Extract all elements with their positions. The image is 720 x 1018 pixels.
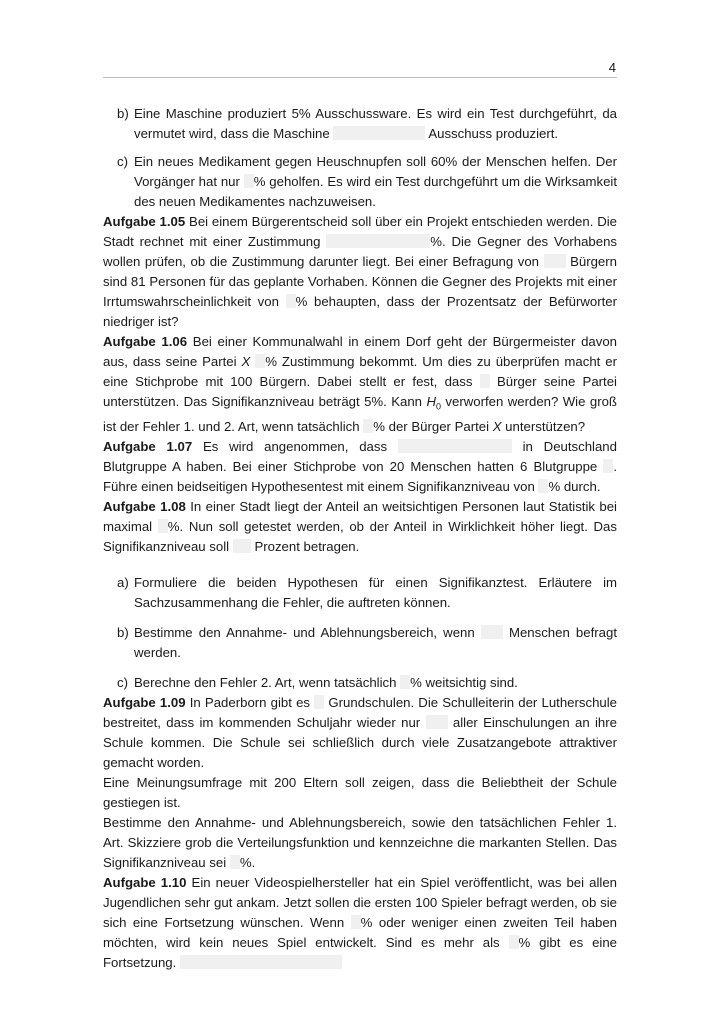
redacted-field	[538, 479, 548, 493]
aufgabe-1-10: Aufgabe 1.10 Ein neuer Videospielhersteller hat ein Spiel veröffentlicht, was bei allen Jugendlichen sehr gut ankam. Jetzt sollen die ersten 100 Spieler befragt werden, ob sie sich eine Fortsetzung wünschen. Wenn % oder weniger einen zweiten Teil haben möchten, wird kein neues Spiel entwickelt. Sind es mehr als % gibt es eine Fortsetzung.	[103, 874, 617, 970]
redacted-field	[426, 715, 448, 729]
redacted-field	[244, 174, 254, 188]
redacted-field	[230, 855, 240, 869]
subtask-label: b)	[117, 106, 129, 121]
aufgabe-1-09: Aufgabe 1.09 In Paderborn gibt es Grundschulen. Die Schulleiterin der Lutherschule bestreitet, dass im kommenden Schuljahr wieder nur aller Einschulungen an ihre Schule kommen. Die Schule sei schließlich durch viele Zusatzangebote attraktiver gemacht worden.	[103, 694, 617, 770]
aufgabe-1-05: Aufgabe 1.05 Bei einem Bürgerentscheid soll über ein Projekt entschieden werden. Die Stadt rechnet mit einer Zustimmung %. Die Gegner des Vorhabens wollen prüfen, ob die Zustimmung darunter liegt. Bei einer Befragung von Bürgern sind 81 Personen für das geplante Vorhaben. Können die Gegner des Projekts mit einer Irrtumswahrscheinlichkeit von % behaupten, dass der Prozentsatz der Befürworter niedriger ist?	[103, 214, 617, 329]
subtask-label: a)	[117, 574, 129, 590]
redacted-field	[326, 234, 430, 248]
redacted-field	[544, 254, 566, 268]
redacted-field	[603, 459, 613, 473]
redacted-field	[509, 935, 519, 949]
redacted-field	[233, 539, 251, 553]
aufgabe-1-09-paragraph-3: Bestimme den Annahme- und Ablehnungsbereich, sowie den tatsächlichen Fehler 1. Art. Skizziere grob die Verteilungsfunktion und kennzeichne die markanten Stellen. Das Signifikanzniveau sei %.	[103, 814, 617, 870]
redacted-field	[398, 439, 512, 453]
task-label: Aufgabe 1.09	[103, 694, 186, 710]
task-label: Aufgabe 1.07	[103, 438, 193, 454]
redacted-field	[351, 915, 361, 929]
redacted-field	[180, 955, 342, 969]
redacted-field	[400, 675, 410, 689]
subtask-a: a) Formuliere die beiden Hypothesen für einen Signifikanztest. Erläutere im Sachzusammenhang die Fehler, die auftreten können.	[117, 574, 617, 610]
redacted-field	[481, 625, 503, 639]
task-label: Aufgabe 1.06	[103, 334, 188, 349]
redacted-field	[314, 695, 324, 709]
redacted-field	[158, 519, 168, 533]
subtask-label: c)	[117, 674, 128, 690]
subtask-b: b) Eine Maschine produziert 5% Ausschussware. Es wird ein Test durchgeführt, da vermutet wird, dass die Maschine Ausschuss produziert.	[117, 106, 617, 141]
subtask-label: b)	[117, 624, 129, 640]
redacted-field	[480, 374, 490, 388]
redacted-field	[286, 294, 296, 308]
task-label: Aufgabe 1.10	[103, 874, 187, 890]
subtask-label: c)	[117, 154, 128, 169]
redacted-field	[255, 354, 265, 368]
page-number: 4	[608, 60, 616, 75]
header-rule	[103, 77, 617, 78]
document-body	[103, 104, 617, 973]
task-label: Aufgabe 1.05	[103, 214, 186, 229]
aufgabe-1-08: Aufgabe 1.08 In einer Stadt liegt der Anteil an weitsichtigen Personen laut Statistik bei maximal %. Nun soll getestet werden, ob der Anteil in Wirklichkeit höher liegt. Das Signifikanzniveau soll Prozent betragen.	[103, 498, 617, 554]
aufgabe-1-06: Aufgabe 1.06 Bei einer Kommunalwahl in einem Dorf geht der Bürgermeister davon aus, dass seine Partei X % Zustimmung bekommt. Um dies zu überprüfen macht er eine Stichprobe mit 100 Bürgern. Dabei stellt er fest, dass Bürger seine Partei unterstützen. Das Signifikanzniveau beträgt 5%. Kann $H_0$ verworfen werden? Wie groß ist der Fehler 1. und 2. Art, wenn tatsächlich % der Bürger Partei X unterstützen?	[103, 334, 617, 434]
redacted-field	[363, 419, 373, 433]
aufgabe-1-07: Aufgabe 1.07 Es wird angenommen, dass in Deutschland Blutgruppe A haben. Bei einer Stichprobe von 20 Menschen hatten 6 Blutgruppe . Führe einen beidseitigen Hypothesentest mit einem Signifikanzniveau von % durch.	[103, 438, 617, 494]
aufgabe-1-09-paragraph-2: Eine Meinungsumfrage mit 200 Eltern soll zeigen, dass die Beliebtheit der Schule gestiegen ist.	[103, 774, 617, 810]
task-label: Aufgabe 1.08	[103, 498, 186, 514]
aufgabe-1-08-subtasks	[103, 573, 617, 693]
subtask-c: c) Ein neues Medikament gegen Heuschnupfen soll 60% der Menschen helfen. Der Vorgänger hat nur % geholfen. Es wird ein Test durchgeführt um die Wirksamkeit des neuen Medikamentes nachzuweisen.	[117, 154, 618, 209]
redacted-field	[333, 126, 425, 140]
subtask-b: b) Bestimme den Annahme- und Ablehnungsbereich, wenn Menschen befragt werden.	[117, 624, 617, 660]
subtask-c: c) Berechne den Fehler 2. Art, wenn tatsächlich % weitsichtig sind.	[103, 673, 617, 693]
